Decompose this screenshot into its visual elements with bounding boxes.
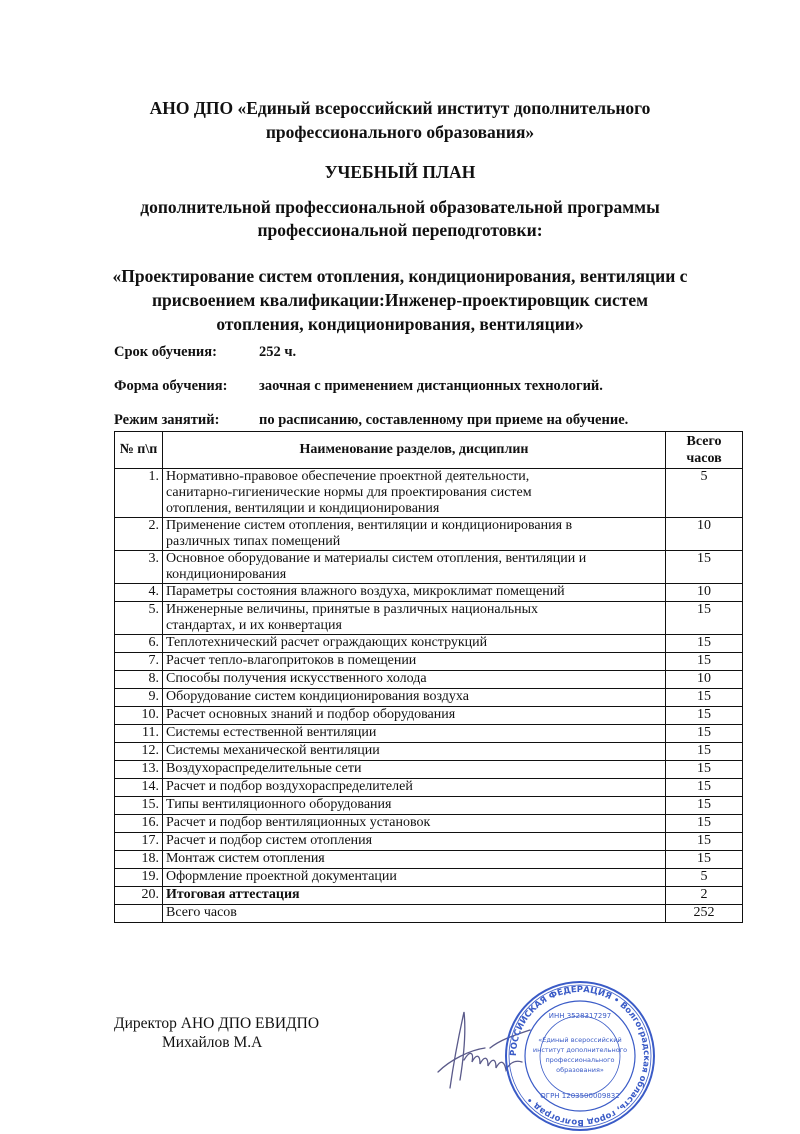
row-name-line: Инженерные величины, принятые в различных национальных xyxy=(166,602,538,617)
row-num: 3. xyxy=(115,551,163,584)
row-name-line: Нормативно-правовое обеспечение проектной деятельности, xyxy=(166,469,530,484)
duration-row xyxy=(114,344,296,361)
form-value: заочная с применением дистанционных технологий. xyxy=(259,378,603,394)
row-hours: 15 xyxy=(666,689,743,707)
schedule-row xyxy=(114,412,628,429)
row-hours: 15 xyxy=(666,725,743,743)
row-num: 14. xyxy=(115,779,163,797)
stamp-center-line: образования» xyxy=(556,1066,604,1074)
total-row xyxy=(115,905,743,923)
row-name: Монтаж систем отопления xyxy=(163,851,666,869)
table-row xyxy=(115,469,743,518)
row-name: Оборудование систем кондиционирования воздуха xyxy=(163,689,666,707)
row-hours: 10 xyxy=(666,671,743,689)
row-num: 18. xyxy=(115,851,163,869)
row-num: 11. xyxy=(115,725,163,743)
duration-label: Срок обучения: xyxy=(114,344,217,360)
signatory-name: Михайлов М.А xyxy=(162,1034,263,1051)
program-type xyxy=(0,196,800,242)
row-num: 16. xyxy=(115,815,163,833)
table-row xyxy=(115,689,743,707)
row-hours: 15 xyxy=(666,761,743,779)
total-hours: 252 xyxy=(666,905,743,923)
row-hours: 5 xyxy=(666,469,743,518)
table-row xyxy=(115,584,743,602)
total-label: Всего часов xyxy=(163,905,666,923)
table-row xyxy=(115,761,743,779)
stamp-ogrn: ОГРН 1203500009832 xyxy=(540,1092,620,1100)
duration-value: 252 ч. xyxy=(259,344,297,360)
row-name: Параметры состояния влажного воздуха, микроклимат помещений xyxy=(163,584,666,602)
row-num: 20. xyxy=(115,887,163,905)
row-num: 10. xyxy=(115,707,163,725)
stamp-center-line: институт дополнительного xyxy=(532,1046,628,1054)
row-num: 17. xyxy=(115,833,163,851)
row-hours: 15 xyxy=(666,707,743,725)
row-hours: 15 xyxy=(666,635,743,653)
row-name-line: кондиционирования xyxy=(166,567,287,582)
row-num: 8. xyxy=(115,671,163,689)
row-hours: 10 xyxy=(666,584,743,602)
row-name: Расчет и подбор вентиляционных установок xyxy=(163,815,666,833)
row-name-line: Основное оборудование и материалы систем отопления, вентиляции и xyxy=(166,551,587,566)
organization-name xyxy=(0,96,800,144)
document-title: УЧЕБНЫЙ ПЛАН xyxy=(324,162,476,182)
program-name xyxy=(60,264,740,336)
table-row xyxy=(115,815,743,833)
row-num: 6. xyxy=(115,635,163,653)
row-num: 12. xyxy=(115,743,163,761)
row-hours: 15 xyxy=(666,551,743,584)
row-name: Системы механической вентиляции xyxy=(163,743,666,761)
row-hours: 15 xyxy=(666,743,743,761)
row-name: Системы естественной вентиляции xyxy=(163,725,666,743)
table-row xyxy=(115,743,743,761)
row-name xyxy=(163,469,666,518)
header-hours xyxy=(666,432,743,469)
schedule-label: Режим занятий: xyxy=(114,412,220,428)
row-name-line: стандартах, и их конвертация xyxy=(166,618,342,633)
row-name: Итоговая аттестация xyxy=(163,887,666,905)
row-name: Расчет и подбор воздухораспределителей xyxy=(163,779,666,797)
form-row xyxy=(114,378,603,395)
org-line-2: профессионального образования» xyxy=(265,122,535,142)
row-name: Расчет основных знаний и подбор оборудования xyxy=(163,707,666,725)
row-num: 13. xyxy=(115,761,163,779)
stamp-center-line: профессионального xyxy=(545,1056,615,1064)
row-name xyxy=(163,518,666,551)
row-hours: 10 xyxy=(666,518,743,551)
header-hours-line-2: часов xyxy=(686,451,722,466)
program-line-1: «Проектирование систем отопления, кондиционирования, вентиляции с xyxy=(112,266,688,286)
row-hours: 15 xyxy=(666,833,743,851)
organization-stamp xyxy=(502,978,658,1134)
table-row xyxy=(115,833,743,851)
table-row xyxy=(115,797,743,815)
total-num-empty xyxy=(115,905,163,923)
stamp-inn: ИНН 3528317297 xyxy=(548,1012,612,1020)
table-row xyxy=(115,551,743,584)
subtitle-line-1: дополнительной профессиональной образовательной программы xyxy=(140,197,660,217)
subtitle-line-2: профессиональной переподготовки: xyxy=(257,220,543,240)
row-hours: 15 xyxy=(666,779,743,797)
row-name xyxy=(163,551,666,584)
row-num: 15. xyxy=(115,797,163,815)
row-hours: 15 xyxy=(666,653,743,671)
table-row xyxy=(115,851,743,869)
stamp-ring-text: РОССИЙСКАЯ ФЕДЕРАЦИЯ • Волгоградская область, город Волгоград • xyxy=(508,984,652,1128)
row-name-line: санитарно-гигиенические нормы для проектирования систем xyxy=(166,485,532,500)
row-name: Теплотехнический расчет ограждающих конструкций xyxy=(163,635,666,653)
row-hours: 15 xyxy=(666,797,743,815)
row-name xyxy=(163,602,666,635)
row-name: Расчет тепло-влагопритоков в помещении xyxy=(163,653,666,671)
row-name-line: различных типах помещений xyxy=(166,534,341,549)
row-hours: 15 xyxy=(666,851,743,869)
row-hours: 15 xyxy=(666,815,743,833)
row-num: 5. xyxy=(115,602,163,635)
row-name-line: Применение систем отопления, вентиляции и кондиционирования в xyxy=(166,518,573,533)
row-name-line: отопления, вентиляции и кондиционирования xyxy=(166,501,440,516)
table-header-row xyxy=(115,432,743,469)
table-row xyxy=(115,869,743,887)
header-num: № п\п xyxy=(115,432,163,469)
row-name: Расчет и подбор систем отопления xyxy=(163,833,666,851)
row-name: Воздухораспределительные сети xyxy=(163,761,666,779)
table-row xyxy=(115,518,743,551)
row-name: Оформление проектной документации xyxy=(163,869,666,887)
row-num: 4. xyxy=(115,584,163,602)
row-name: Способы получения искусственного холода xyxy=(163,671,666,689)
row-num: 1. xyxy=(115,469,163,518)
org-line-1: АНО ДПО «Единый всероссийский институт дополнительного xyxy=(149,98,651,118)
table-row xyxy=(115,725,743,743)
table-row xyxy=(115,653,743,671)
program-line-3: отопления, кондиционирования, вентиляции» xyxy=(216,314,584,334)
schedule-value: по расписанию, составленному при приеме на обучение. xyxy=(259,412,629,428)
form-label: Форма обучения: xyxy=(114,378,228,394)
header-name: Наименование разделов, дисциплин xyxy=(163,432,666,469)
row-num: 7. xyxy=(115,653,163,671)
table-row xyxy=(115,635,743,653)
table-row xyxy=(115,707,743,725)
table-row xyxy=(115,671,743,689)
row-hours: 2 xyxy=(666,887,743,905)
row-hours: 5 xyxy=(666,869,743,887)
table-row xyxy=(115,779,743,797)
row-num: 2. xyxy=(115,518,163,551)
signatory-position: Директор АНО ДПО ЕВИДПО xyxy=(114,1015,320,1032)
row-hours: 15 xyxy=(666,602,743,635)
program-line-2: присвоением квалификации:Инженер-проектировщик систем xyxy=(151,290,649,310)
curriculum-table xyxy=(114,431,743,923)
table-row xyxy=(115,602,743,635)
header-hours-line-1: Всего xyxy=(686,434,722,449)
row-num: 9. xyxy=(115,689,163,707)
stamp-center-line: «Единый всероссийский xyxy=(538,1036,622,1044)
table-row xyxy=(115,887,743,905)
row-name: Типы вентиляционного оборудования xyxy=(163,797,666,815)
row-num: 19. xyxy=(115,869,163,887)
